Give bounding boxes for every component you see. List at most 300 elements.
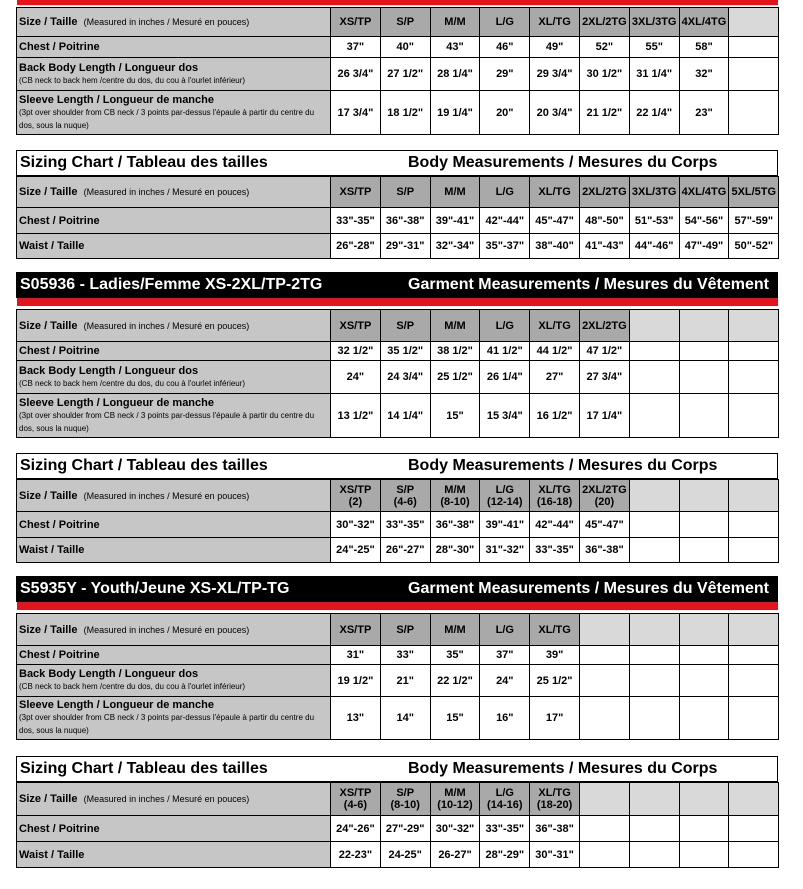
row-label-text: Size / Taille — [19, 793, 78, 805]
size-cell — [729, 8, 779, 37]
cell-text: 17 3/4" — [337, 106, 374, 119]
cell-text: 35"-37" — [485, 240, 525, 252]
row-label-text: Back Body Length / Longueur dos — [19, 364, 199, 377]
row-label — [17, 394, 331, 438]
row-label-text: Waist / Taille — [19, 544, 85, 556]
cell-subtext: (16-18) — [536, 495, 573, 508]
cell-text: 35 1/2" — [387, 345, 424, 357]
value-cell — [430, 234, 480, 259]
row-label-text: Chest / Poitrine — [19, 41, 100, 53]
cell-text: 38 1/2" — [437, 345, 473, 357]
size-cell — [579, 177, 629, 208]
cell-text: L/G — [495, 186, 514, 198]
value-cell — [679, 665, 729, 697]
row-label-text: Size / Taille — [19, 489, 78, 502]
value-cell — [430, 342, 480, 361]
cell-subtext: (2) — [348, 495, 363, 508]
row-label — [17, 783, 331, 816]
value-cell — [480, 91, 530, 135]
section-title: Sizing Chart / Tableau des tailles — [20, 760, 268, 777]
cell-text: 47 1/2" — [586, 345, 623, 357]
accent-bar-youth — [17, 602, 778, 610]
cell-text: 29"-31" — [385, 240, 425, 252]
cell-text: 20" — [496, 106, 514, 119]
row-label-note: (3pt over shoulder from CB neck / 3 points par-dessus l'épaule à partir du centre du dos, sous la nuque) — [19, 713, 315, 735]
value-cell — [430, 91, 480, 135]
row-label-text: Size / Taille — [19, 186, 78, 198]
cell-text: M/M — [444, 186, 466, 198]
value-cell — [331, 37, 381, 58]
value-cell — [629, 37, 679, 58]
value-cell — [729, 234, 779, 259]
value-cell — [629, 361, 679, 394]
value-cell — [380, 208, 430, 234]
cell-text: 44"-46" — [634, 240, 674, 252]
size-cell — [331, 8, 381, 37]
size-cell — [530, 310, 580, 342]
value-cell — [480, 816, 530, 842]
size-cell — [430, 480, 480, 512]
cell-text: XL/TG — [538, 623, 571, 636]
value-cell — [629, 234, 679, 259]
value-cell — [380, 512, 430, 538]
value-cell — [430, 512, 480, 538]
youth-header — [16, 576, 778, 602]
value-cell — [530, 646, 580, 665]
row-label — [17, 342, 331, 361]
cell-subtext: (10-12) — [437, 799, 473, 811]
value-cell — [629, 646, 679, 665]
cell-text: S/P — [396, 483, 415, 496]
measurement-row — [17, 646, 779, 665]
row-label — [17, 614, 331, 646]
value-cell — [480, 37, 530, 58]
cell-text: 31"-32" — [485, 544, 525, 556]
cell-text: 25 1/2" — [536, 674, 573, 687]
size-cell — [430, 177, 480, 208]
cell-text: 24" — [496, 674, 514, 687]
value-cell — [579, 646, 629, 665]
measurement-row — [17, 91, 779, 135]
cell-text: 41"-43" — [585, 240, 624, 252]
cell-text: L/G — [495, 319, 514, 332]
value-cell — [579, 37, 629, 58]
cell-text: 28"-30" — [435, 544, 475, 556]
value-cell — [530, 816, 580, 842]
row-label-note: (Measured in inches / Mesuré en pouces) — [83, 187, 250, 197]
cell-text: 54"-56" — [684, 214, 724, 227]
sizing-chart-header-adult — [16, 150, 778, 176]
size-cell — [380, 310, 430, 342]
size-cell — [380, 614, 430, 646]
cell-text: 22 1/2" — [437, 674, 473, 687]
size-cell — [480, 310, 530, 342]
cell-text: 40" — [396, 41, 414, 53]
section-subtitle: Garment Measurements / Mesures du Vêtement — [408, 580, 770, 597]
size-header-row — [17, 8, 779, 37]
value-cell — [629, 665, 679, 697]
value-cell — [530, 361, 580, 394]
value-cell — [629, 91, 679, 135]
size-cell — [480, 177, 530, 208]
cell-text: 22 1/4" — [636, 106, 673, 119]
value-cell — [430, 361, 480, 394]
size-cell — [480, 8, 530, 37]
row-label-note: (Measured in inches / Mesuré en pouces) — [83, 17, 250, 27]
row-label — [17, 37, 331, 58]
value-cell — [729, 37, 779, 58]
cell-text: L/G — [495, 787, 514, 799]
size-cell — [729, 614, 779, 646]
value-cell — [380, 394, 430, 438]
row-label-text: Size / Taille — [19, 319, 78, 332]
cell-text: 45"-47" — [585, 518, 624, 531]
value-cell — [679, 58, 729, 91]
value-cell — [430, 697, 480, 740]
section-title: Sizing Chart / Tableau des tailles — [20, 154, 268, 171]
row-label — [17, 697, 331, 740]
row-label-text: Waist / Taille — [19, 848, 85, 861]
cell-text: XS/TP — [339, 16, 372, 28]
cell-text: 2XL/2TG — [582, 319, 627, 332]
size-cell — [380, 177, 430, 208]
cell-text: 27"-29" — [385, 822, 425, 835]
size-cell — [729, 480, 779, 512]
cell-text: 57"-59" — [734, 214, 774, 227]
value-cell — [380, 361, 430, 394]
cell-text: 16" — [496, 712, 514, 724]
value-cell — [331, 816, 381, 842]
value-cell — [679, 361, 729, 394]
size-header-row — [17, 614, 779, 646]
row-label — [17, 91, 331, 135]
size-cell — [579, 310, 629, 342]
cell-text: 4XL/4TG — [681, 16, 727, 28]
size-cell — [480, 614, 530, 646]
size-cell — [679, 783, 729, 816]
value-cell — [530, 208, 580, 234]
row-label — [17, 816, 331, 842]
row-label — [17, 842, 331, 868]
measurement-row — [17, 665, 779, 697]
cell-text: XL/TG — [538, 16, 571, 28]
section-title: S5935Y - Youth/Jeune XS-XL/TP-TG — [20, 580, 290, 597]
cell-text: 2XL/2TG — [582, 483, 627, 496]
cell-text: 23" — [695, 106, 713, 119]
cell-text: 24"-25" — [336, 544, 375, 556]
value-cell — [629, 538, 679, 563]
value-cell — [579, 512, 629, 538]
cell-text: 45"-47" — [535, 214, 574, 227]
cell-text: 55" — [645, 41, 663, 53]
cell-text: 5XL/5TG — [731, 186, 777, 198]
cell-text: 24" — [346, 371, 365, 383]
cell-subtext: (20) — [594, 495, 615, 508]
size-cell — [579, 8, 629, 37]
size-cell — [380, 480, 430, 512]
cell-text: M/M — [444, 623, 466, 636]
cell-subtext: (8-10) — [440, 495, 470, 508]
cell-text: 31" — [346, 649, 365, 661]
size-cell — [331, 614, 381, 646]
value-cell — [530, 58, 580, 91]
cell-text: 3XL/3TG — [631, 16, 677, 28]
value-cell — [579, 665, 629, 697]
value-cell — [380, 697, 430, 740]
cell-text: 22-23" — [338, 848, 373, 861]
value-cell — [480, 234, 530, 259]
section-title: S05936 - Ladies/Femme XS-2XL/TP-2TG — [20, 276, 323, 293]
sizing-chart-header-youth — [16, 756, 778, 782]
value-cell — [679, 234, 729, 259]
size-cell — [729, 783, 779, 816]
value-cell — [331, 58, 381, 91]
value-cell — [530, 234, 580, 259]
measurement-row — [17, 37, 779, 58]
size-cell — [679, 614, 729, 646]
cell-text: 32" — [695, 68, 713, 80]
cell-text: 15" — [446, 712, 464, 724]
cell-text: 33"-35" — [385, 518, 425, 531]
cell-text: 24-25" — [388, 848, 422, 861]
value-cell — [430, 58, 480, 91]
value-cell — [530, 394, 580, 438]
cell-text: 16 1/2" — [536, 409, 573, 422]
size-cell — [380, 783, 430, 816]
cell-text: 26"-28" — [336, 240, 375, 252]
size-cell — [480, 480, 530, 512]
cell-text: 27" — [545, 371, 564, 383]
cell-text: 24"-26" — [336, 822, 375, 835]
value-cell — [579, 342, 629, 361]
row-label-note: (CB neck to back hem /centre du dos, du cou à l'ourlet inférieur) — [19, 378, 246, 388]
value-cell — [480, 646, 530, 665]
value-cell — [380, 816, 430, 842]
cell-text: XL/TG — [538, 186, 571, 198]
value-cell — [380, 665, 430, 697]
cell-text: 27 1/2" — [387, 68, 424, 80]
cell-text: 2XL/2TG — [582, 16, 627, 28]
value-cell — [629, 816, 679, 842]
section-subtitle: Garment Measurements / Mesures du Vêtement — [408, 276, 770, 293]
cell-text: 15 3/4" — [486, 409, 523, 422]
value-cell — [380, 342, 430, 361]
row-label-note: (Measured in inches / Mesuré en pouces) — [83, 624, 250, 635]
value-cell — [679, 512, 729, 538]
row-label — [17, 58, 331, 91]
value-cell — [629, 394, 679, 438]
value-cell — [579, 697, 629, 740]
value-cell — [331, 665, 381, 697]
size-cell — [530, 8, 580, 37]
cell-text: 20 3/4" — [536, 106, 573, 119]
value-cell — [579, 842, 629, 868]
value-cell — [629, 208, 679, 234]
size-cell — [679, 8, 729, 37]
cell-text: 52" — [595, 41, 614, 53]
measurement-row — [17, 58, 779, 91]
cell-text: 29" — [496, 68, 514, 80]
value-cell — [679, 842, 729, 868]
accent-bar-top — [17, 0, 778, 5]
cell-text: 58" — [695, 41, 713, 53]
cell-text: 2XL/2TG — [582, 186, 627, 198]
size-header-row — [17, 783, 779, 816]
size-cell — [629, 614, 679, 646]
row-label — [17, 208, 331, 234]
value-cell — [380, 234, 430, 259]
value-cell — [331, 208, 381, 234]
value-cell — [380, 91, 430, 135]
size-cell — [579, 614, 629, 646]
row-label — [17, 8, 331, 37]
cell-text: L/G — [495, 16, 514, 28]
section-subtitle: Body Measurements / Mesures du Corps — [408, 760, 718, 777]
cell-text: XS/TP — [339, 186, 372, 198]
cell-text: 49" — [545, 41, 564, 53]
cell-text: 41 1/2" — [486, 345, 523, 357]
value-cell — [679, 208, 729, 234]
cell-text: 33"-35" — [485, 822, 525, 835]
size-cell — [480, 783, 530, 816]
size-cell — [331, 177, 381, 208]
cell-text: 26"-27" — [385, 544, 425, 556]
cell-subtext: (14-16) — [487, 799, 523, 811]
cell-subtext: (4-6) — [393, 495, 417, 508]
size-header-row — [17, 480, 779, 512]
row-label — [17, 361, 331, 394]
cell-subtext: (8-10) — [390, 799, 420, 811]
value-cell — [729, 512, 779, 538]
ladies-header — [16, 272, 778, 298]
value-cell — [530, 538, 580, 563]
section-subtitle: Body Measurements / Mesures du Corps — [408, 457, 718, 474]
cell-text: S/P — [396, 16, 415, 28]
cell-text: 50"-52" — [734, 240, 774, 252]
size-cell — [331, 310, 381, 342]
size-cell — [380, 8, 430, 37]
cell-text: 15" — [446, 409, 464, 422]
size-cell — [530, 783, 580, 816]
value-cell — [430, 538, 480, 563]
value-cell — [530, 512, 580, 538]
value-cell — [729, 394, 779, 438]
value-cell — [480, 58, 530, 91]
cell-text: 19 1/4" — [437, 106, 473, 119]
value-cell — [579, 234, 629, 259]
value-cell — [530, 665, 580, 697]
cell-text: 36"-38" — [435, 518, 475, 531]
body-table-adult — [16, 176, 778, 259]
value-cell — [380, 37, 430, 58]
value-cell — [480, 208, 530, 234]
row-label — [17, 512, 331, 538]
cell-text: 25 1/2" — [437, 371, 473, 383]
value-cell — [629, 512, 679, 538]
accent-bar-ladies — [17, 298, 778, 306]
cell-text: XS/TP — [339, 319, 372, 332]
value-cell — [629, 697, 679, 740]
cell-text: XL/TG — [538, 787, 571, 799]
value-cell — [480, 842, 530, 868]
cell-text: 33" — [396, 649, 414, 661]
cell-text: 26 1/4" — [486, 371, 523, 383]
value-cell — [579, 58, 629, 91]
cell-text: 30 1/2" — [586, 68, 623, 80]
body-table-ladies — [16, 479, 778, 563]
value-cell — [679, 646, 729, 665]
section-subtitle: Body Measurements / Mesures du Corps — [408, 154, 718, 171]
cell-text: 43" — [446, 41, 464, 53]
cell-text: 26-27" — [438, 848, 472, 861]
value-cell — [729, 208, 779, 234]
cell-text: 32"-34" — [435, 240, 475, 252]
value-cell — [331, 646, 381, 665]
cell-text: S/P — [396, 186, 415, 198]
value-cell — [729, 58, 779, 91]
value-cell — [679, 538, 729, 563]
cell-text: 39"-41" — [435, 214, 475, 227]
cell-text: 39"-41" — [485, 518, 525, 531]
cell-text: M/M — [444, 483, 466, 496]
size-cell — [579, 480, 629, 512]
value-cell — [579, 394, 629, 438]
size-cell — [530, 614, 580, 646]
cell-text: 28 1/4" — [437, 68, 473, 80]
measurement-row — [17, 512, 779, 538]
value-cell — [729, 361, 779, 394]
cell-text: 29 3/4" — [536, 68, 573, 80]
size-cell — [530, 177, 580, 208]
cell-text: 28"-29" — [485, 848, 525, 861]
value-cell — [380, 646, 430, 665]
size-cell — [729, 310, 779, 342]
value-cell — [331, 842, 381, 868]
cell-text: 42"-44" — [485, 214, 525, 227]
cell-text: 46" — [496, 41, 514, 53]
cell-text: 31 1/4" — [636, 68, 673, 80]
value-cell — [729, 342, 779, 361]
cell-text: 42"-44" — [535, 518, 574, 531]
row-label-text: Sleeve Length / Longueur de manche — [19, 396, 214, 409]
cell-text: 17 1/4" — [586, 409, 623, 422]
cell-text: 14" — [396, 712, 414, 724]
row-label-text: Chest / Poitrine — [19, 518, 100, 531]
row-label — [17, 646, 331, 665]
row-label-note: (CB neck to back hem /centre du dos, du cou à l'ourlet inférieur) — [19, 682, 246, 691]
row-label-text: Sleeve Length / Longueur de manche — [19, 93, 214, 106]
size-cell — [729, 177, 779, 208]
measurement-row — [17, 342, 779, 361]
cell-text: 27 3/4" — [586, 371, 623, 383]
cell-subtext: (4-6) — [343, 799, 368, 811]
size-cell — [430, 310, 480, 342]
value-cell — [430, 816, 480, 842]
value-cell — [331, 342, 381, 361]
value-cell — [480, 342, 530, 361]
value-cell — [729, 842, 779, 868]
row-label-note: (3pt over shoulder from CB neck / 3 points par-dessus l'épaule à partir du centre du dos, sous la nuque) — [19, 410, 315, 433]
value-cell — [530, 342, 580, 361]
cell-text: 33"-35" — [535, 544, 574, 556]
value-cell — [530, 697, 580, 740]
size-cell — [679, 480, 729, 512]
row-label — [17, 538, 331, 563]
cell-text: 30"-31" — [535, 848, 574, 861]
cell-text: 37" — [496, 649, 514, 661]
value-cell — [430, 394, 480, 438]
value-cell — [331, 697, 381, 740]
